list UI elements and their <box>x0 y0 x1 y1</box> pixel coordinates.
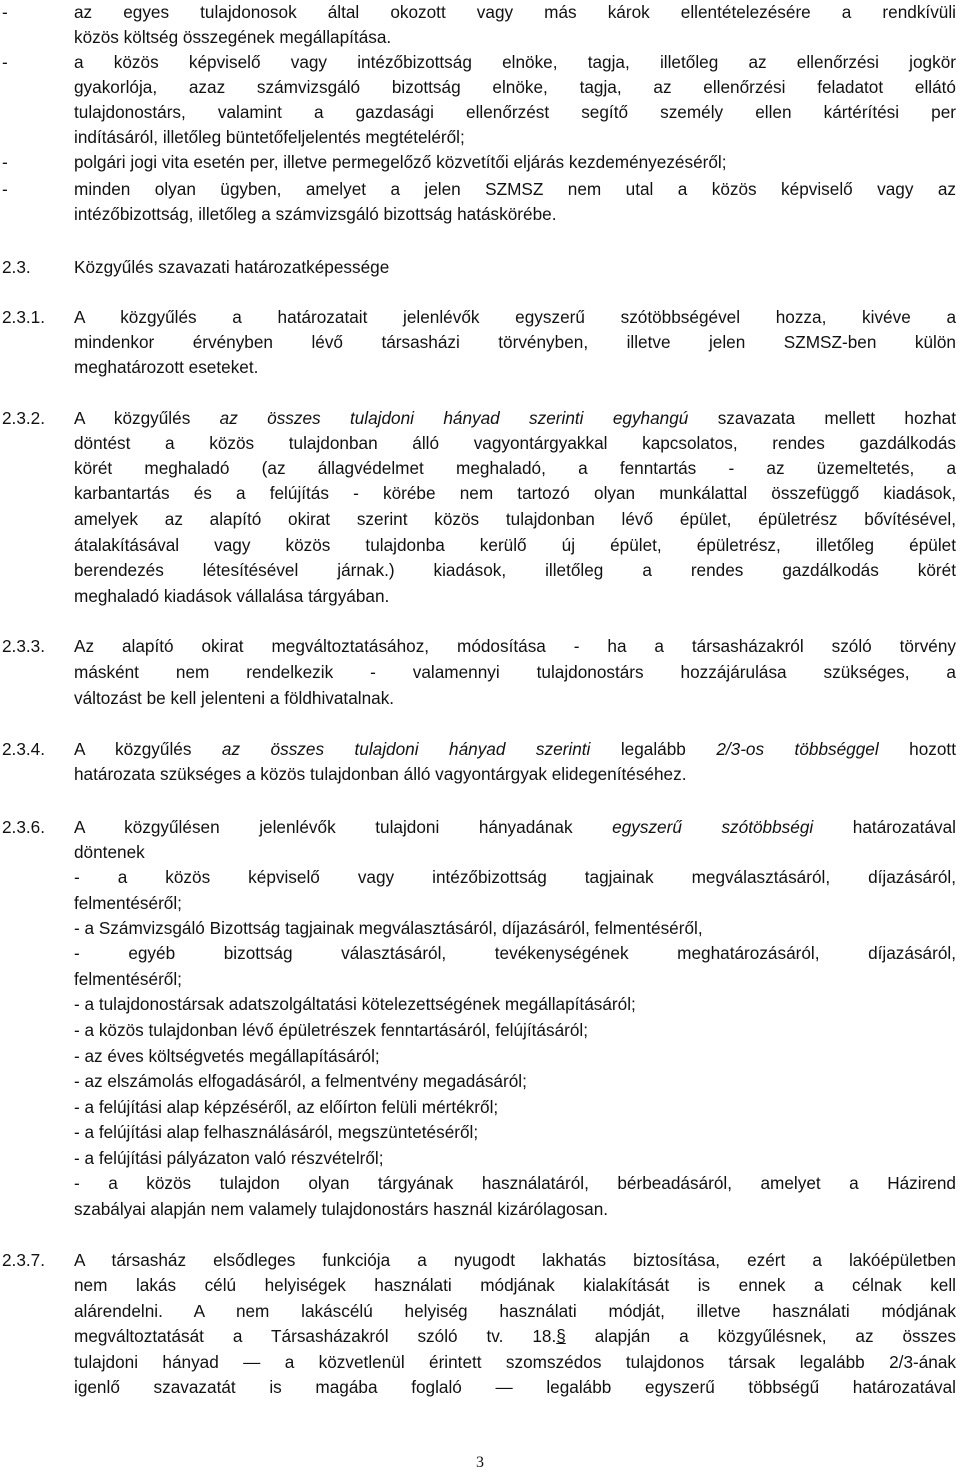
italic-run: az összes tulajdoni hányad szerinti <box>221 739 591 759</box>
paragraph-line: - a közös képviselő vagy intézőbizottság tagjainak megválasztásáról, díjazásáról, <box>74 867 956 887</box>
paragraph-line: - a közös tulajdonban lévő épületrészek fenntartásáról, felújításáról; <box>74 1020 589 1040</box>
paragraph-line: változást be kell jelenteni a földhivatalnak. <box>74 688 395 708</box>
page-number: 3 <box>476 1454 484 1471</box>
section-number: 2.3.1. <box>2 307 46 327</box>
text-run: szavazata mellett hozhat <box>717 408 956 428</box>
text-run: legalább <box>620 739 686 759</box>
paragraph-line: átalakításával vagy közös tulajdonba kerülő új épület, épületrész, illetőleg épület <box>74 535 956 555</box>
section-number: 2.3.7. <box>2 1250 46 1270</box>
list-dash: - <box>2 2 8 22</box>
section-number: 2.3.4. <box>2 739 46 759</box>
paragraph-line: - a Számvizsgáló Bizottság tagjainak megválasztásáról, díjazásáról, felmentéséről, <box>74 918 703 938</box>
paragraph-line: minden olyan ügyben, amelyet a jelen SZMSZ nem utal a közös képviselő vagy az <box>74 179 956 199</box>
text-run: alapján a közgyűlésnek, az összes <box>565 1326 956 1346</box>
paragraph-line: felmentéséről; <box>74 969 182 989</box>
paragraph-line: polgári jogi vita esetén per, illetve permegelőző közvetítői eljárás kezdeményezéséről; <box>74 152 727 172</box>
paragraph-line: tulajdoni hányad — a közvetlenül érintett szomszédos tulajdonos társak legalább 2/3-ának <box>74 1352 956 1372</box>
text-run: megváltoztatását a Társasházakról szóló tv. 18. <box>74 1326 557 1346</box>
paragraph-line: igenlő szavazatát is magába foglaló — legalább egyszerű többségű határozatával <box>74 1377 956 1397</box>
section-heading: Közgyűlés szavazati határozatképessége <box>74 257 390 277</box>
paragraph-line: intézőbizottság, illetőleg a számvizsgáló bizottság hatáskörébe. <box>74 204 557 224</box>
text-run: határozatával <box>852 817 956 837</box>
paragraph-line: mindenkor érvényben lévő társasházi törvényben, illetve jelen SZMSZ-ben külön <box>74 332 956 352</box>
paragraph-line: határozata szükséges a közös tulajdonban álló vagyontárgyak elidegenítéséhez. <box>74 764 687 784</box>
paragraph-line: szabályai alapján nem valamely tulajdonostárs használ kizárólagosan. <box>74 1199 609 1219</box>
list-dash: - <box>2 52 8 72</box>
paragraph-line <box>74 1324 956 1349</box>
paragraph-line: - a felújítási alap képzéséről, az előírton felüli mértékről; <box>74 1097 499 1117</box>
section-number: 2.3.3. <box>2 636 46 656</box>
paragraph-line: a közös képviselő vagy intézőbizottság elnöke, tagja, illetőleg az ellenőrzési jogkör <box>74 52 956 72</box>
paragraph-line: - a tulajdonostársak adatszolgáltatási kötelezettségének megállapításáról; <box>74 994 636 1014</box>
paragraph-line: Az alapító okirat megváltoztatásához, módosítása - ha a társasházakról szóló törvény <box>74 636 956 656</box>
paragraph-line: - az elszámolás elfogadásáról, a felmentvény megadásáról; <box>74 1071 527 1091</box>
section-number: 2.3.6. <box>2 817 46 837</box>
paragraph-line <box>74 737 956 762</box>
paragraph-line: felmentéséről; <box>74 893 182 913</box>
list-dash: - <box>2 152 8 172</box>
paragraph-line: karbantartás és a felújítás - körébe nem tartozó olyan munkálattal összefüggő kiadások, <box>74 483 956 503</box>
paragraph-line: - a felújítási alap felhasználásáról, megszüntetéséről; <box>74 1122 479 1142</box>
paragraph-line: közös költség összegének megállapítása. <box>74 27 392 47</box>
paragraph-line: másként nem rendelkezik - valamennyi tulajdonostárs hozzájárulása szükséges, a <box>74 662 956 682</box>
paragraph-line <box>74 406 956 431</box>
list-dash: - <box>2 179 8 199</box>
paragraph-line: az egyes tulajdonosok által okozott vagy más károk ellentételezésére a rendkívüli <box>74 2 956 22</box>
section-number: 2.3. <box>2 257 31 277</box>
paragraph-line: meghatározott eseteket. <box>74 357 259 377</box>
paragraph-line: tulajdonostárs, valamint a gazdasági ellenőrzést segítő személy ellen kártérítési per <box>74 102 956 122</box>
paragraph-line: - a közös tulajdon olyan tárgyának használatáról, bérbeadásáról, amelyet a Házirend <box>74 1173 956 1193</box>
paragraph-line: - az éves költségvetés megállapításáról; <box>74 1046 380 1066</box>
paragraph-line: indításáról, illetőleg büntetőfeljelentés megtételéről; <box>74 127 465 147</box>
paragraph-line: gyakorlója, azaz számvizsgáló bizottság elnöke, tagja, az ellenőrzési feladatot ellátó <box>74 77 956 97</box>
paragraph-line: - egyéb bizottság választásáról, tevékenységének meghatározásáról, díjazásáról, <box>74 943 956 963</box>
paragraph-line: meghaladó kiadások vállalása tárgyában. <box>74 586 390 606</box>
paragraph-line: körét meghaladó (az állagvédelmet meghaladó, a fenntartás - az üzemeltetés, a <box>74 458 956 478</box>
paragraph-line: alárendelni. A nem lakáscélú helyiség használati módját, illetve használati módjának <box>74 1301 956 1321</box>
paragraph-line: - a felújítási pályázaton való részvételről; <box>74 1148 384 1168</box>
italic-run: egyhangú <box>612 408 689 428</box>
text-run: A közgyűlés <box>74 408 191 428</box>
paragraph-line: amelyek az alapító okirat szerint közös tulajdonban lévő épület, épületrész bővítésével, <box>74 509 956 529</box>
section-sign: § <box>556 1326 566 1346</box>
section-number: 2.3.2. <box>2 408 46 428</box>
text-run: hozott <box>909 739 956 759</box>
text-run: A közgyűlésen jelenlévők tulajdoni hányadának <box>74 817 573 837</box>
paragraph-line: döntenek <box>74 842 145 862</box>
paragraph-line <box>74 815 956 840</box>
paragraph-line: A közgyűlés a határozatait jelenlévők egyszerű szótöbbségével hozza, kivéve a <box>74 307 956 327</box>
italic-run: 2/3-os többséggel <box>716 739 879 759</box>
text-run: A közgyűlés <box>74 739 192 759</box>
paragraph-line: A társasház elsődleges funkciója a nyugodt lakhatás biztosítása, ezért a lakóépületben <box>74 1250 956 1270</box>
italic-run: az összes tulajdoni hányad szerinti <box>219 408 584 428</box>
paragraph-line: döntést a közös tulajdonban álló vagyontárgyakkal kapcsolatos, rendes gazdálkodás <box>74 433 956 453</box>
paragraph-line: berendezés létesítésével járnak.) kiadások, illetőleg a rendes gazdálkodás körét <box>74 560 956 580</box>
paragraph-line: nem lakás célú helyiségek használati módjának kialakítását is ennek a célnak kell <box>74 1275 956 1295</box>
italic-run: egyszerű szótöbbségi <box>612 817 814 837</box>
